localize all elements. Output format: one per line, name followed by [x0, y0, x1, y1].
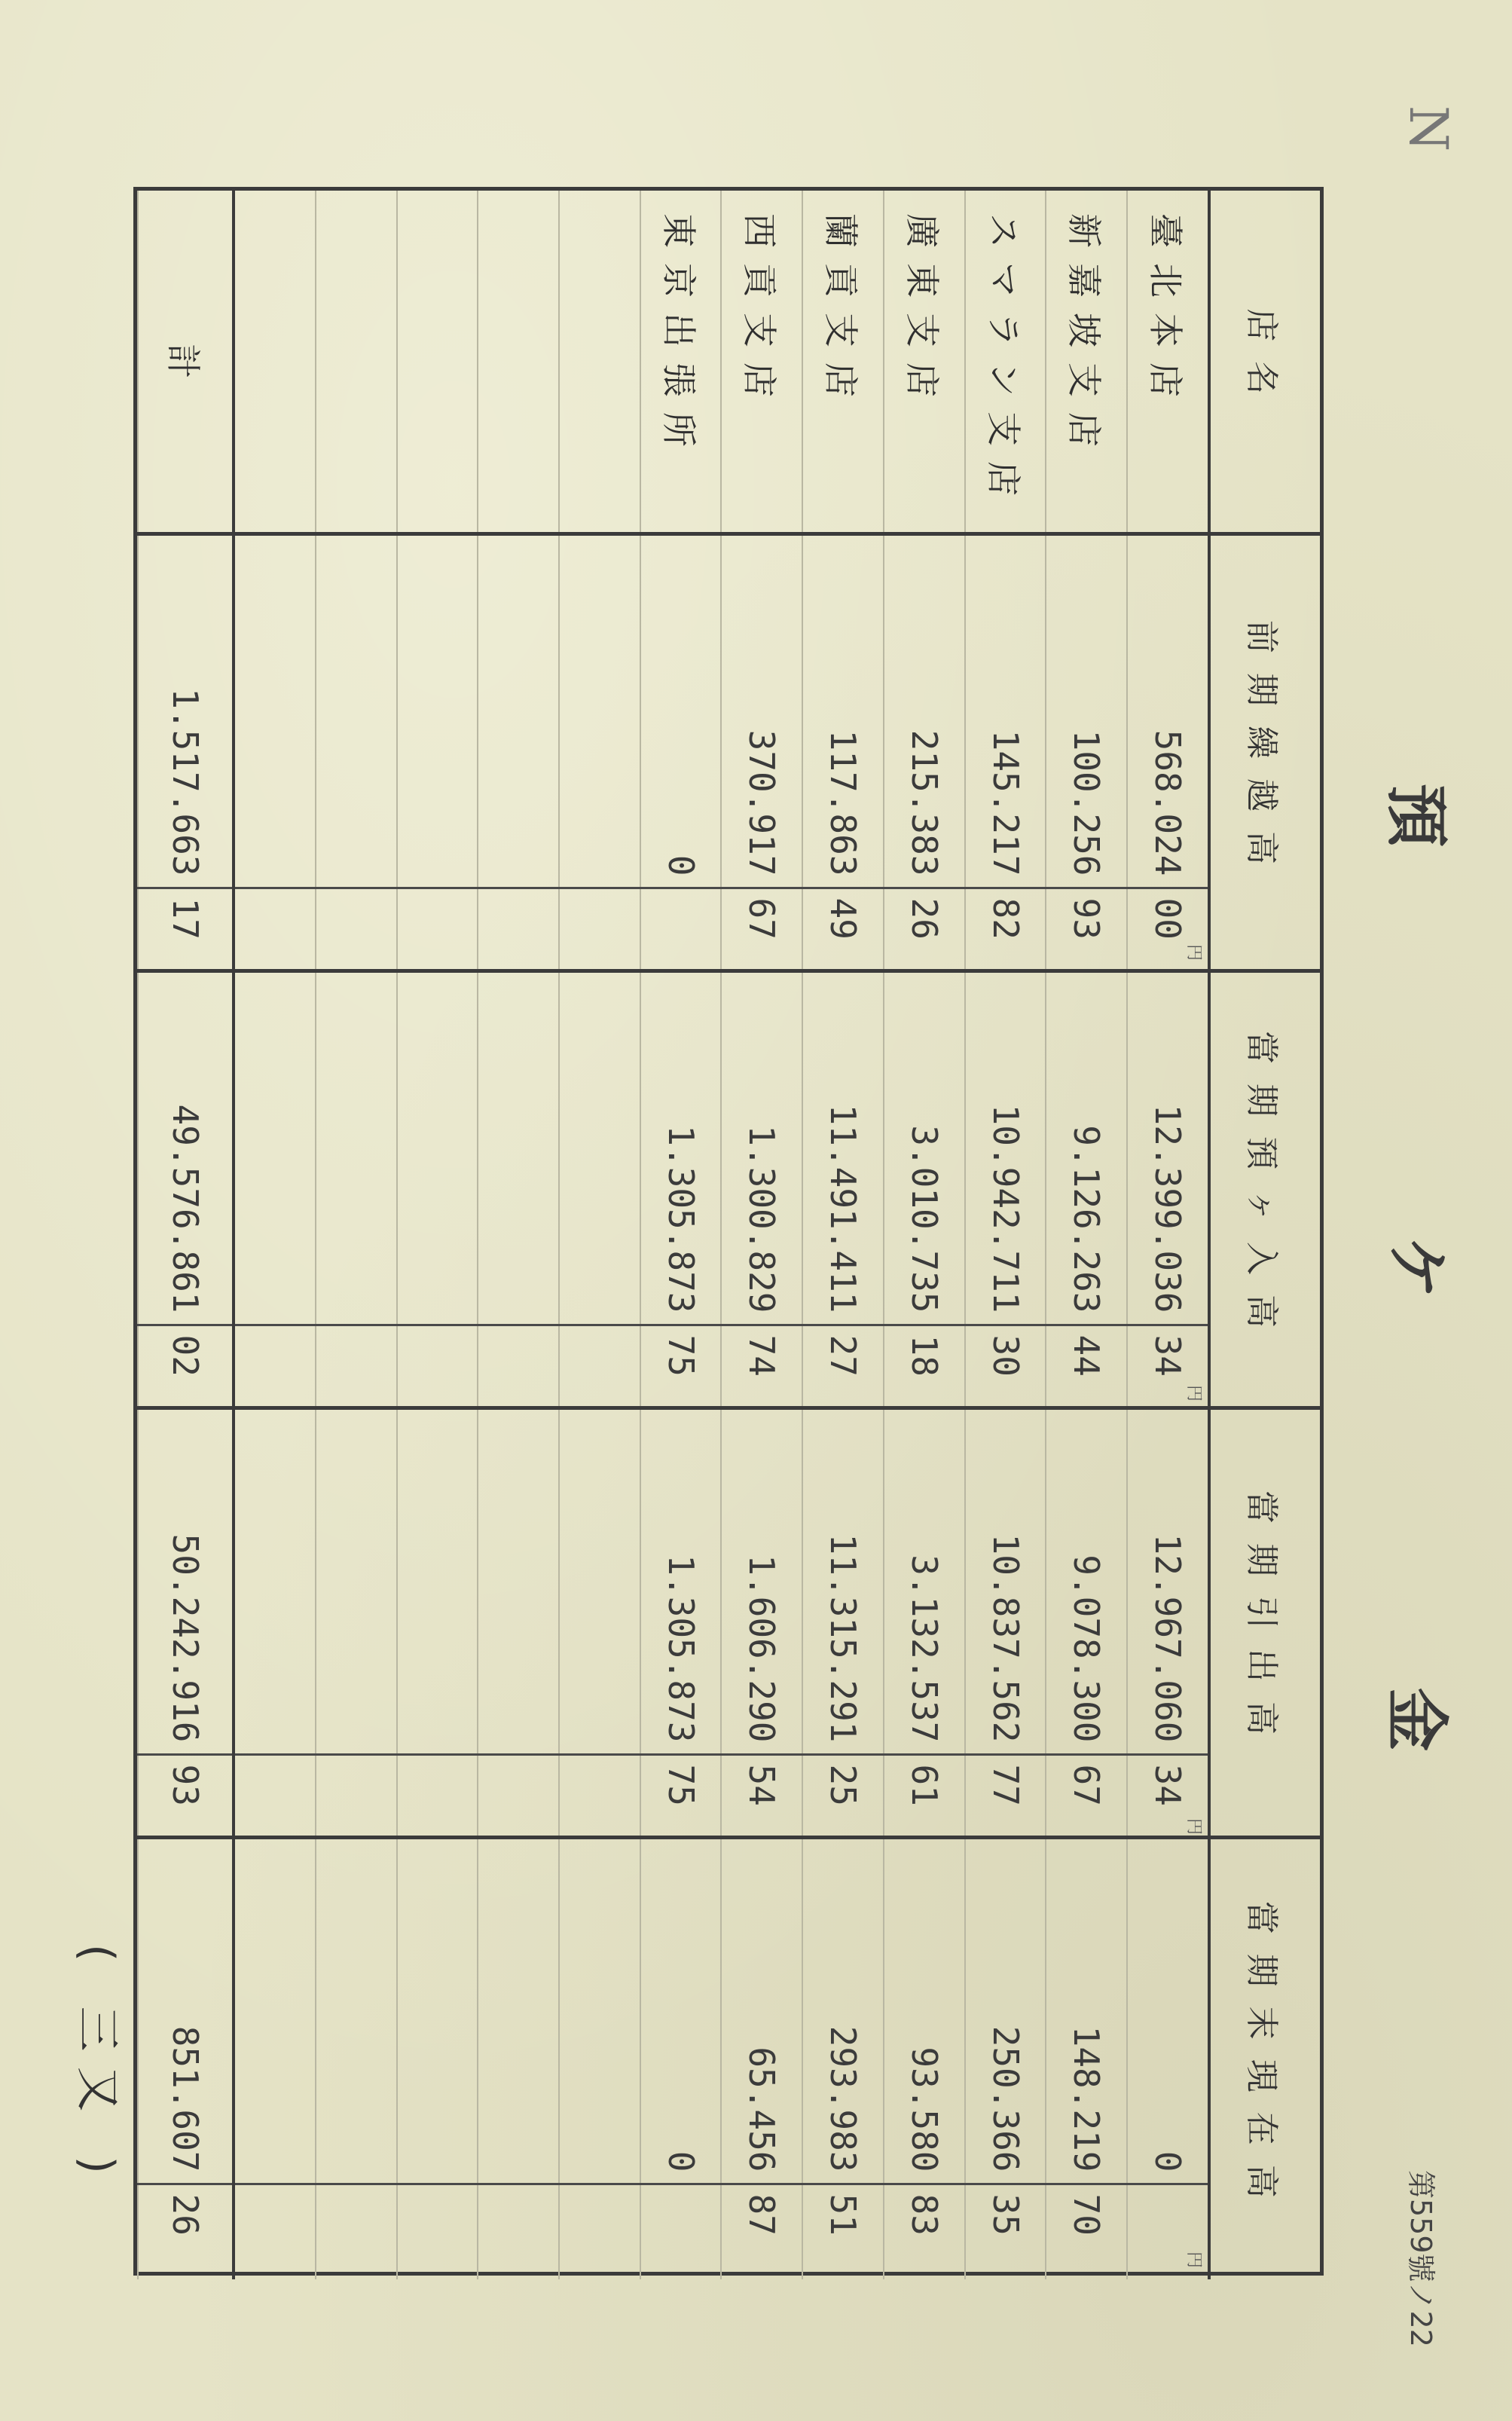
table-row: [640, 191, 722, 2279]
balance-amount: 0: [640, 1837, 722, 2184]
total-deposit-amount: 49.576.861: [138, 971, 234, 1325]
balance-fraction: 70: [1046, 2184, 1127, 2279]
store-name: 蘭貢支店: [802, 191, 884, 533]
carried-fraction: 67: [721, 888, 802, 971]
header-withdrawals: 當期引出高: [1209, 1408, 1320, 1837]
withdraw-fraction: 34: [1127, 1754, 1209, 1837]
carried-amount: 117.863: [802, 533, 884, 888]
page-number: ( 三又 ): [71, 1944, 124, 2189]
balance-fraction: 51: [802, 2184, 884, 2279]
table-row: [1046, 191, 1127, 2279]
carried-amount: 0: [640, 533, 722, 888]
total-balance-amount: 851.607: [138, 1837, 234, 2184]
yen-mark-withdraw: 円: [1184, 1818, 1203, 1836]
balance-fraction: 87: [721, 2184, 802, 2279]
title-char-1: 預: [1379, 784, 1454, 848]
carried-amount: 370.917: [721, 533, 802, 888]
balance-amount: 65.456: [721, 1837, 802, 2184]
deposit-table: [137, 191, 1320, 2279]
carried-fraction: 26: [884, 888, 965, 971]
table-row: [721, 191, 802, 2279]
withdraw-amount: 1.305.873: [640, 1408, 722, 1754]
total-carried-fraction: 17: [138, 888, 234, 971]
withdraw-fraction: 25: [802, 1754, 884, 1837]
deposit-fraction: 34: [1127, 1325, 1209, 1408]
balance-amount: 293.983: [802, 1837, 884, 2184]
deposit-fraction: 18: [884, 1325, 965, 1408]
carried-amount: 215.383: [884, 533, 965, 888]
carried-fraction: [640, 888, 722, 971]
total-withdraw-amount: 50.242.916: [138, 1408, 234, 1754]
store-name: 東京出張所: [640, 191, 722, 533]
carried-fraction: 00: [1127, 888, 1209, 971]
deposit-amount: 12.399.036: [1127, 971, 1209, 1325]
carried-fraction: 82: [965, 888, 1046, 971]
withdraw-fraction: 61: [884, 1754, 965, 1837]
balance-amount: 148.219: [1046, 1837, 1127, 2184]
deposit-fraction: 44: [1046, 1325, 1127, 1408]
withdraw-amount: 1.606.290: [721, 1408, 802, 1754]
deposit-fraction: 27: [802, 1325, 884, 1408]
withdraw-amount: 9.078.300: [1046, 1408, 1127, 1754]
total-label: 計: [138, 191, 234, 533]
table-row: [802, 191, 884, 2279]
title-char-2: ケ: [1379, 1236, 1454, 1300]
withdraw-amount: 12.967.060: [1127, 1408, 1209, 1754]
table-row: [1127, 191, 1209, 2279]
deposit-amount: 1.300.829: [721, 971, 802, 1325]
carried-amount: 145.217: [965, 533, 1046, 888]
document-title: [1376, 0, 1467, 2421]
store-name: 西貢支店: [721, 191, 802, 533]
yen-mark-balance: 円: [1184, 2251, 1203, 2269]
empty-row: [478, 191, 559, 2279]
deposit-fraction: 74: [721, 1325, 802, 1408]
header-carried-over: 前期繰越高: [1209, 533, 1320, 971]
store-name: 新嘉坡支店: [1046, 191, 1127, 533]
header-store-name: 店名: [1209, 191, 1320, 533]
header-balance: 當期末現在高: [1209, 1837, 1320, 2279]
deposit-amount: 1.305.873: [640, 971, 722, 1325]
balance-fraction: 83: [884, 2184, 965, 2279]
total-balance-fraction: 26: [138, 2184, 234, 2279]
deposit-amount: 10.942.711: [965, 971, 1046, 1325]
total-withdraw-fraction: 93: [138, 1754, 234, 1837]
withdraw-amount: 10.837.562: [965, 1408, 1046, 1754]
title-char-3: 金: [1379, 1688, 1454, 1752]
deposit-amount: 3.010.735: [884, 971, 965, 1325]
total-row: [138, 191, 234, 2279]
balance-amount: 93.580: [884, 1837, 965, 2184]
corner-mark: N: [1397, 105, 1459, 152]
store-name: スマラン支店: [965, 191, 1046, 533]
deposit-amount: 11.491.411: [802, 971, 884, 1325]
deposit-table-frame: [133, 187, 1324, 2276]
balance-fraction: 35: [965, 2184, 1046, 2279]
carried-fraction: 93: [1046, 888, 1127, 971]
header-deposits: 當期預ヶ入高: [1209, 971, 1320, 1408]
carried-fraction: 49: [802, 888, 884, 971]
total-carried-amount: 1.517.663: [138, 533, 234, 888]
withdraw-fraction: 54: [721, 1754, 802, 1837]
carried-amount: 568.024: [1127, 533, 1209, 888]
document-number: 第559號ノ22: [1404, 2170, 1437, 2347]
empty-row: [559, 191, 640, 2279]
yen-mark-deposit: 円: [1184, 1385, 1203, 1402]
yen-mark-carried: 円: [1184, 944, 1203, 961]
deposit-fraction: 75: [640, 1325, 722, 1408]
withdraw-fraction: 77: [965, 1754, 1046, 1837]
empty-row: [234, 191, 316, 2279]
empty-row: [316, 191, 397, 2279]
header-row: [1209, 191, 1320, 2279]
deposit-amount: 9.126.263: [1046, 971, 1127, 1325]
withdraw-fraction: 67: [1046, 1754, 1127, 1837]
balance-amount: 0: [1127, 1837, 1209, 2184]
withdraw-fraction: 75: [640, 1754, 722, 1837]
table-row: [965, 191, 1046, 2279]
balance-fraction: [640, 2184, 722, 2279]
withdraw-amount: 11.315.291: [802, 1408, 884, 1754]
balance-amount: 250.366: [965, 1837, 1046, 2184]
store-name: 廣東支店: [884, 191, 965, 533]
carried-amount: 100.256: [1046, 533, 1127, 888]
store-name: 臺北本店: [1127, 191, 1209, 533]
total-deposit-fraction: 02: [138, 1325, 234, 1408]
withdraw-amount: 3.132.537: [884, 1408, 965, 1754]
deposit-fraction: 30: [965, 1325, 1046, 1408]
empty-row: [397, 191, 478, 2279]
table-row: [884, 191, 965, 2279]
